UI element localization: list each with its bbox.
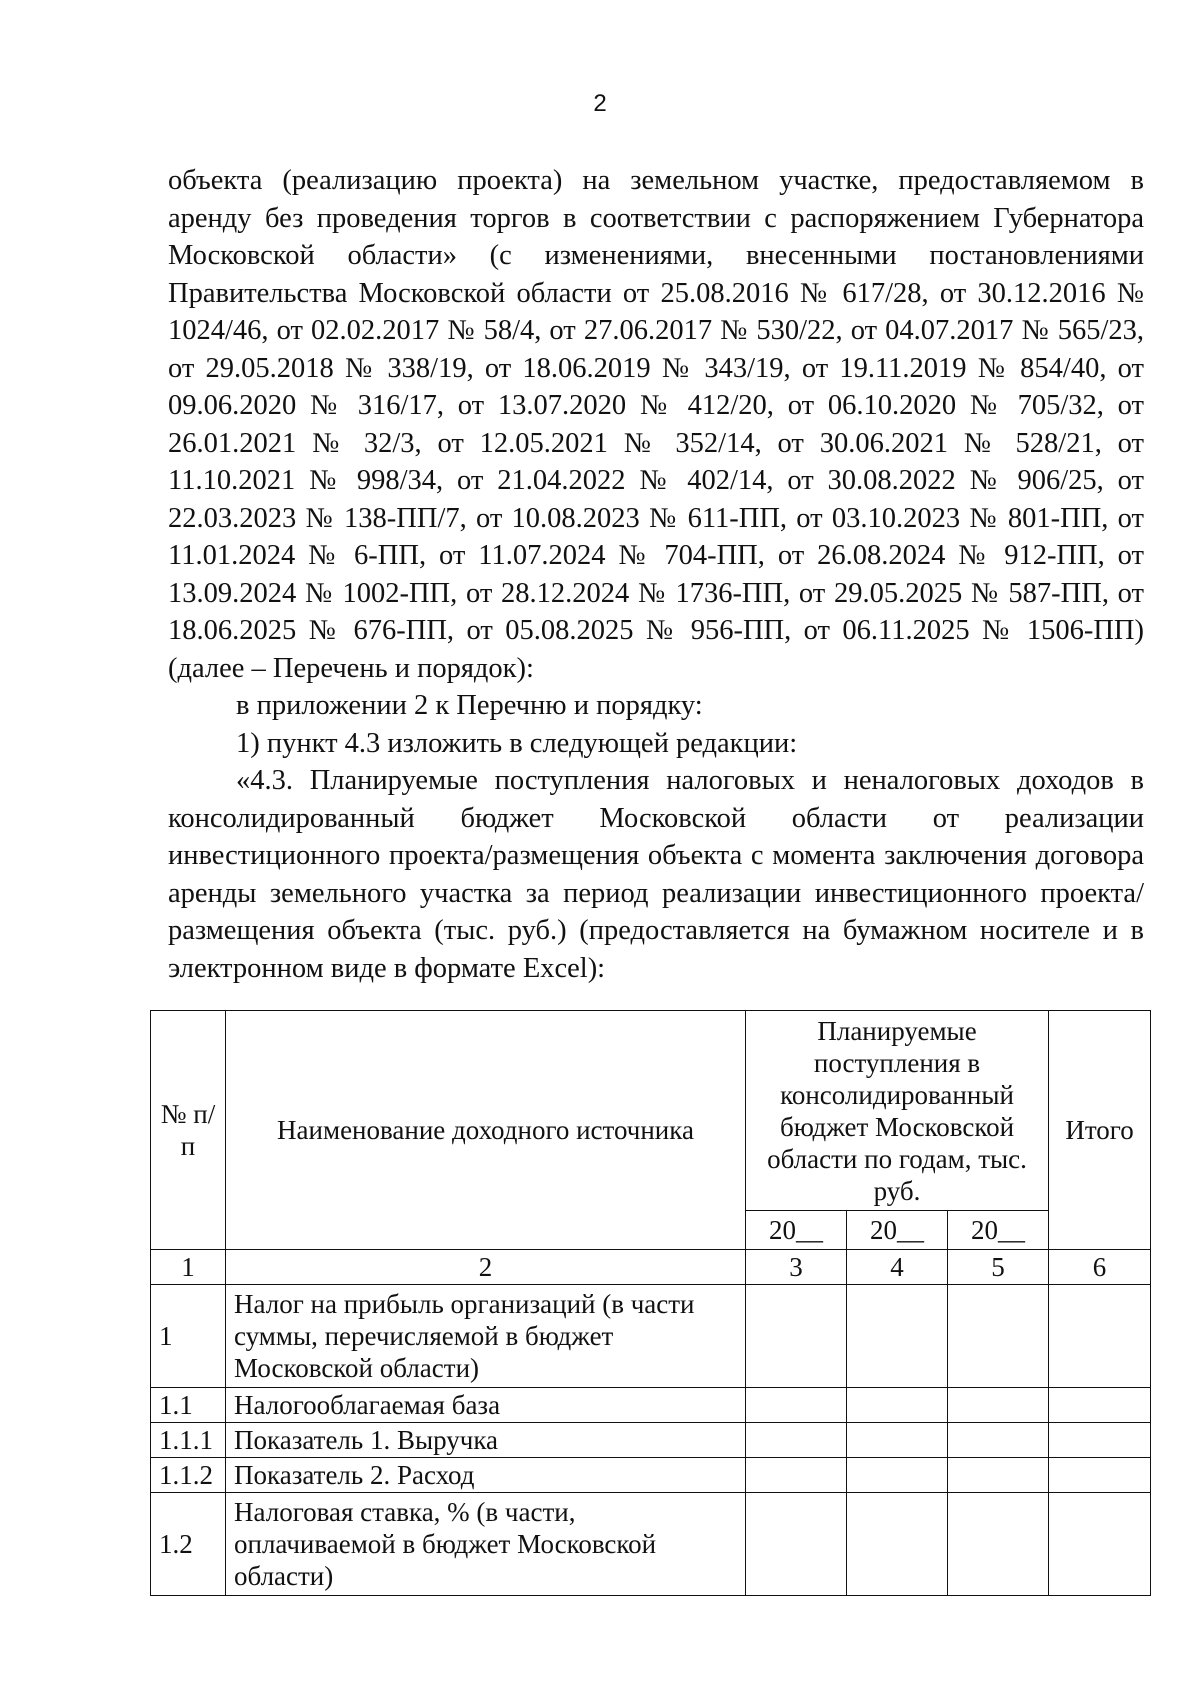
- row-name: Налогооблагаемая база: [226, 1388, 746, 1423]
- row-cell: [746, 1458, 847, 1493]
- table-row: [151, 1423, 1151, 1458]
- table-row: [151, 1493, 1151, 1596]
- column-number: 4: [847, 1250, 948, 1285]
- row-cell: [746, 1388, 847, 1423]
- paragraph-clause-text: «4.3. Планируемые поступления налоговых и неналоговых доходов в консолидированный бюджет Московской области от реализации инвестиционного проекта/размещения объекта с момента заключения договора аренды земельного участка за период реализации инвестиционного проекта/размещения объекта (тыс. руб.) (предоставляется на бумажном носителе и в электронном виде в формате Excel):: [168, 765, 1144, 984]
- row-num: 1: [151, 1285, 226, 1388]
- row-cell: [847, 1423, 948, 1458]
- row-cell: [746, 1423, 847, 1458]
- paragraph-amendments: объекта (реализацию проекта) на земельном участке, предоставляемом в аренду без проведения торгов в соответствии с распоряжением Губернатора Московской области» (с изменениями, внесенными постановлениями Правительства Московской области от 25.08.2016 № 617/28, от 30.12.2016 № 1024/46, от 02.02.2017 № 58/4, от 27.06.2017 № 530/22, от 04.07.2017 № 565/23, от 29.05.2018 № 338/19, от 18.06.2019 № 343/19, от 19.11.2019 № 854/40, от 09.06.2020 № 316/17, от 13.07.2020 № 412/20, от 06.10.2020 № 705/32, от 26.01.2021 № 32/3, от 12.05.2021 № 352/14, от 30.06.2021 № 528/21, от 11.10.2021 № 998/34, от 21.04.2022 № 402/14, от 30.08.2022 № 906/25, от 22.03.2023 № 138-ПП/7, от 10.08.2023 № 611-ПП, от 03.10.2023 № 801-ПП, от 11.01.2024 № 6-ПП, от 11.07.2024 № 704-ПП, от 26.08.2024 № 912-ПП, от 13.09.2024 № 1002-ПП, от 28.12.2024 № 1736-ПП, от 29.05.2025 № 587-ПП, от 18.06.2025 № 676-ПП, от 05.08.2025 № 956-ПП, от 06.11.2025 № 1506-ПП) (далее – Перечень и порядок):: [168, 165, 1144, 684]
- row-name: Показатель 1. Выручка: [226, 1423, 746, 1458]
- column-number: 3: [746, 1250, 847, 1285]
- row-name: Показатель 2. Расход: [226, 1458, 746, 1493]
- revenue-table: [150, 1010, 1151, 1596]
- row-cell: [948, 1423, 1049, 1458]
- table-row: [151, 1285, 1151, 1388]
- column-number: 1: [151, 1250, 226, 1285]
- column-number: 2: [226, 1250, 746, 1285]
- row-cell: [847, 1285, 948, 1388]
- row-cell: [948, 1458, 1049, 1493]
- row-cell: [847, 1388, 948, 1423]
- page-number: 2: [593, 90, 607, 117]
- row-cell: [1049, 1388, 1151, 1423]
- header-num: № п/п: [151, 1011, 226, 1250]
- table-column-numbers-row: [151, 1250, 1151, 1285]
- row-cell: [948, 1493, 1049, 1596]
- row-cell: [948, 1388, 1049, 1423]
- header-name: Наименование доходного источника: [226, 1011, 746, 1250]
- header-year: 20__: [948, 1211, 1049, 1250]
- row-num: 1.1.2: [151, 1458, 226, 1493]
- row-name: Налоговая ставка, % (в части, оплачиваемой в бюджет Московской области): [226, 1493, 746, 1596]
- column-number: 6: [1049, 1250, 1151, 1285]
- row-cell: [1049, 1285, 1151, 1388]
- paragraph-clause: 1) пункт 4.3 изложить в следующей редакции:: [236, 727, 798, 759]
- row-cell: [948, 1285, 1049, 1388]
- row-cell: [847, 1493, 948, 1596]
- row-cell: [847, 1458, 948, 1493]
- row-name: Налог на прибыль организаций (в части суммы, перечисляемой в бюджет Московской области): [226, 1285, 746, 1388]
- header-planned: Планируемые поступления в консолидированный бюджет Московской области по годам, тыс. руб.: [746, 1011, 1049, 1211]
- table-row: [151, 1458, 1151, 1493]
- row-num: 1.1: [151, 1388, 226, 1423]
- body-text: [168, 162, 1144, 987]
- row-num: 1.2: [151, 1493, 226, 1596]
- paragraph-appendix: в приложении 2 к Перечню и порядку:: [236, 690, 703, 721]
- row-cell: [1049, 1423, 1151, 1458]
- header-year: 20__: [847, 1211, 948, 1250]
- row-num: 1.1.1: [151, 1423, 226, 1458]
- header-total: Итого: [1049, 1011, 1151, 1250]
- row-cell: [1049, 1458, 1151, 1493]
- row-cell: [746, 1493, 847, 1596]
- column-number: 5: [948, 1250, 1049, 1285]
- table-row: [151, 1388, 1151, 1423]
- table-header-row: [151, 1011, 1151, 1211]
- row-cell: [1049, 1493, 1151, 1596]
- row-cell: [746, 1285, 847, 1388]
- header-year: 20__: [746, 1211, 847, 1250]
